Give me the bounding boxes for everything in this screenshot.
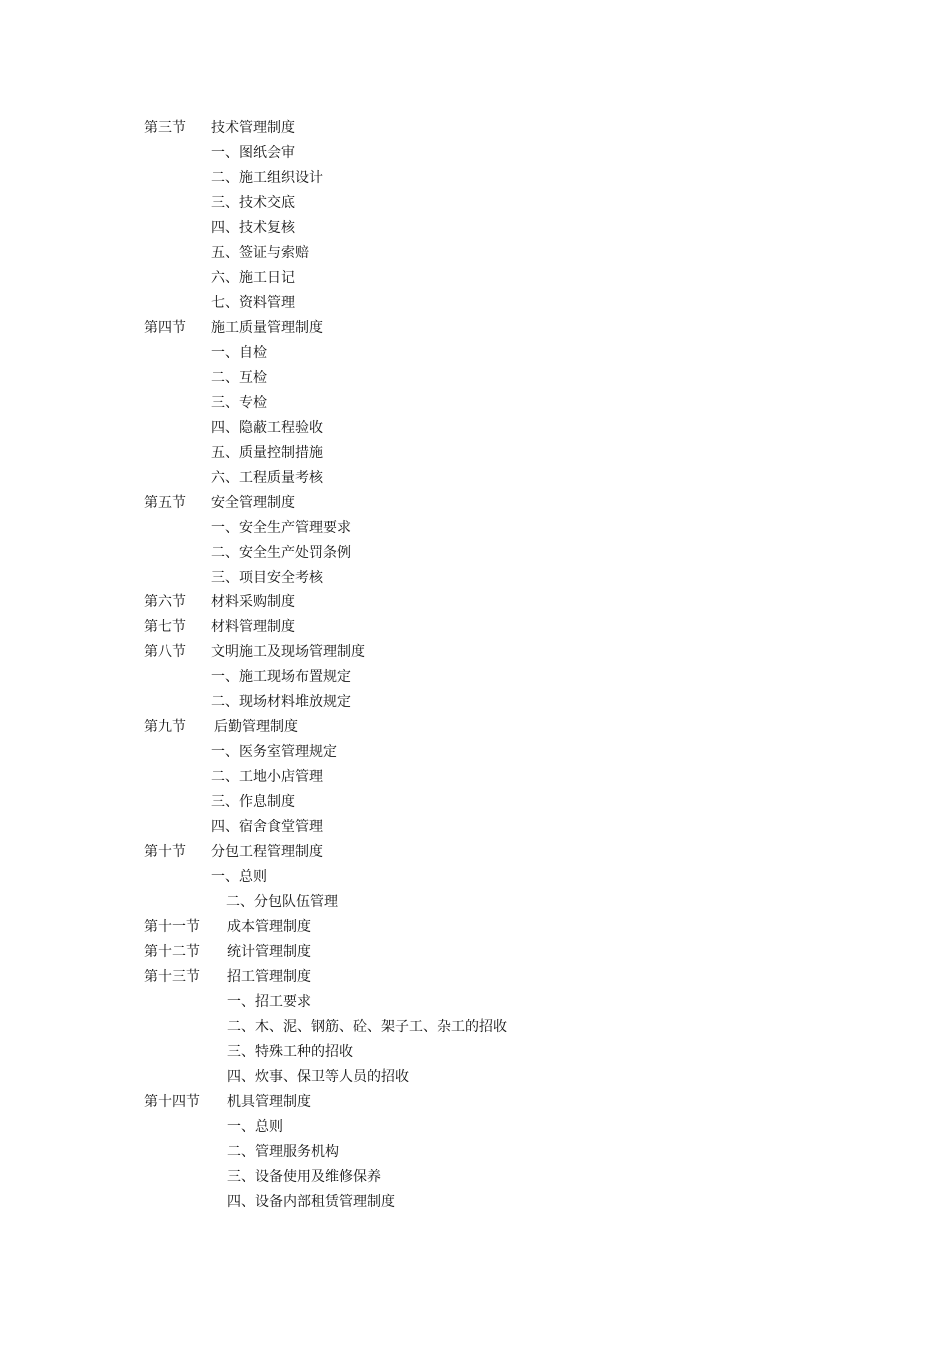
section-number: 第四节 [144, 319, 186, 336]
section-title: 文明施工及现场管理制度 [211, 644, 365, 661]
subsection-title: 四、宿舍食堂管理 [211, 819, 323, 836]
section-title: 安全管理制度 [211, 494, 295, 511]
section-title: 机具管理制度 [227, 1093, 311, 1110]
subsection-title: 五、质量控制措施 [211, 444, 323, 461]
section-number: 第十节 [144, 844, 186, 861]
section-title: 技术管理制度 [211, 120, 295, 136]
subsection-title: 二、分包队伍管理 [226, 894, 338, 911]
subsection-title: 一、图纸会审 [211, 145, 295, 161]
section-number: 第十四节 [144, 1093, 200, 1110]
section-number: 第九节 [144, 719, 186, 736]
subsection-title: 六、工程质量考核 [211, 469, 323, 486]
subsection-title: 三、专检 [211, 394, 267, 411]
subsection-title: 一、总则 [227, 1118, 283, 1135]
subsection-title: 二、施工组织设计 [211, 169, 323, 186]
subsection-title: 五、签证与索赔 [211, 244, 309, 261]
section-number: 第十二节 [144, 944, 200, 960]
subsection-title: 一、医务室管理规定 [211, 744, 337, 761]
subsection-title: 三、作息制度 [211, 794, 295, 811]
subsection-title: 二、木、泥、钢筋、砼、架子工、杂工的招收 [227, 1018, 507, 1035]
section-number: 第十一节 [144, 919, 200, 935]
subsection-title: 四、设备内部租赁管理制度 [227, 1193, 395, 1210]
subsection-title: 六、施工日记 [211, 269, 295, 286]
subsection-title: 一、自检 [211, 344, 267, 361]
subsection-title: 一、总则 [211, 869, 267, 886]
subsection-title: 三、技术交底 [211, 194, 295, 211]
subsection-title: 三、设备使用及维修保养 [227, 1168, 381, 1185]
section-number: 第五节 [144, 494, 186, 511]
subsection-title: 二、安全生产处罚条例 [211, 544, 351, 561]
section-title: 材料管理制度 [211, 619, 295, 636]
subsection-title: 二、工地小店管理 [211, 769, 323, 786]
subsection-title: 四、隐蔽工程验收 [211, 419, 323, 436]
subsection-title: 二、现场材料堆放规定 [211, 694, 351, 711]
subsection-title: 二、管理服务机构 [227, 1143, 339, 1160]
subsection-title: 一、施工现场布置规定 [211, 669, 351, 686]
section-number: 第七节 [144, 619, 186, 636]
subsection-title: 四、技术复核 [211, 219, 295, 236]
section-number: 第六节 [144, 594, 186, 611]
subsection-title: 三、项目安全考核 [211, 569, 323, 586]
subsection-title: 三、特殊工种的招收 [227, 1043, 353, 1060]
section-number: 第八节 [144, 644, 186, 661]
subsection-title: 二、互检 [211, 369, 267, 386]
subsection-title: 四、炊事、保卫等人员的招收 [227, 1068, 409, 1085]
section-title: 材料采购制度 [211, 594, 295, 611]
section-number: 第十三节 [144, 969, 200, 985]
section-title: 施工质量管理制度 [211, 319, 323, 336]
section-title: 成本管理制度 [227, 919, 311, 935]
subsection-title: 一、安全生产管理要求 [211, 519, 351, 536]
section-title: 后勤管理制度 [214, 719, 298, 736]
section-number: 第三节 [144, 120, 186, 136]
subsection-title: 一、招工要求 [227, 993, 311, 1010]
section-title: 统计管理制度 [227, 944, 311, 960]
section-title: 招工管理制度 [227, 969, 311, 985]
section-title: 分包工程管理制度 [211, 844, 323, 861]
subsection-title: 七、资料管理 [211, 294, 295, 311]
